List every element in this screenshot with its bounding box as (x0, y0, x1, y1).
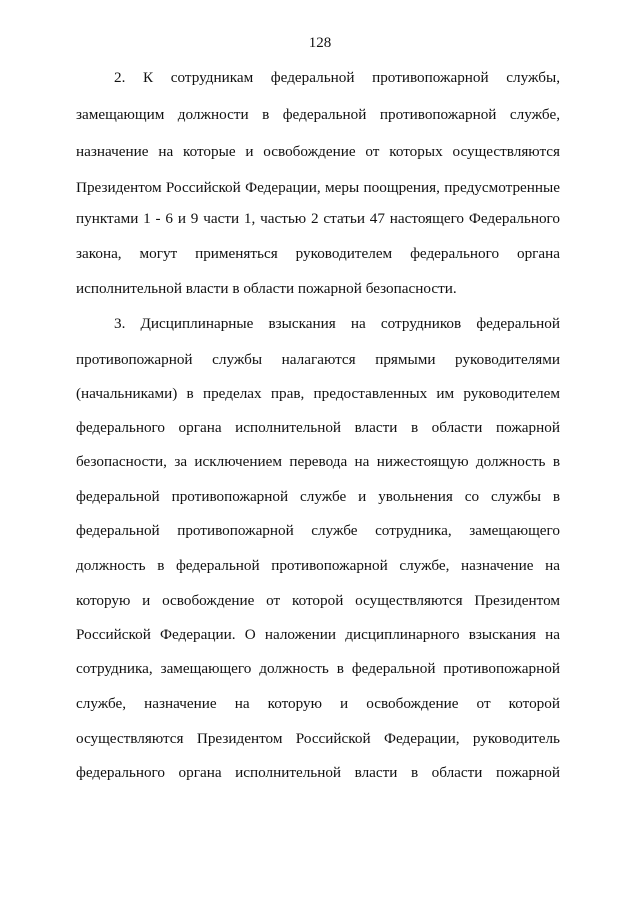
paragraph-3-line-3: (начальниками) в пределах прав, предоставленных им руководителем (76, 385, 560, 402)
paragraph-3-line-2: противопожарной службы налагаются прямыми руководителями (76, 351, 560, 368)
paragraph-2-line-1: 2. К сотрудникам федеральной противопожарной службы, (114, 69, 560, 86)
paragraph-3-line-10: Российской Федерации. О наложении дисциплинарного взыскания на (76, 626, 560, 643)
page-number: 128 (308, 35, 332, 51)
paragraph-3-line-11: сотрудника, замещающего должность в федеральной противопожарной (76, 660, 560, 677)
paragraph-3-line-12: службе, назначение на которую и освобождение от которой (76, 695, 560, 712)
paragraph-3-line-4: федерального органа исполнительной власти в области пожарной (76, 419, 560, 436)
paragraph-2-line-6: закона, могут применяться руководителем федерального органа (76, 245, 560, 262)
paragraph-3-line-5: безопасности, за исключением перевода на нижестоящую должность в (76, 453, 560, 470)
paragraph-2-line-7: исполнительной власти в области пожарной безопасности. (76, 280, 457, 297)
paragraph-3-line-7: федеральной противопожарной службе сотрудника, замещающего (76, 522, 560, 539)
paragraph-3-line-13: осуществляются Президентом Российской Федерации, руководитель (76, 730, 560, 747)
paragraph-3-line-8: должность в федеральной противопожарной службе, назначение на (76, 557, 560, 574)
paragraph-2-line-2: замещающим должности в федеральной противопожарной службе, (76, 106, 560, 123)
paragraph-3-line-14: федерального органа исполнительной власти в области пожарной (76, 764, 560, 781)
paragraph-3-line-1: 3. Дисциплинарные взыскания на сотрудников федеральной (114, 315, 560, 332)
paragraph-3-line-9: которую и освобождение от которой осуществляются Президентом (76, 592, 560, 609)
paragraph-2-line-4: Президентом Российской Федерации, меры поощрения, предусмотренные (76, 179, 560, 196)
paragraph-2-line-3: назначение на которые и освобождение от которых осуществляются (76, 143, 560, 160)
paragraph-3-line-6: федеральной противопожарной службе и увольнения со службы в (76, 488, 560, 505)
paragraph-2-line-5: пунктами 1 - 6 и 9 части 1, частью 2 статьи 47 настоящего Федерального (76, 210, 560, 227)
